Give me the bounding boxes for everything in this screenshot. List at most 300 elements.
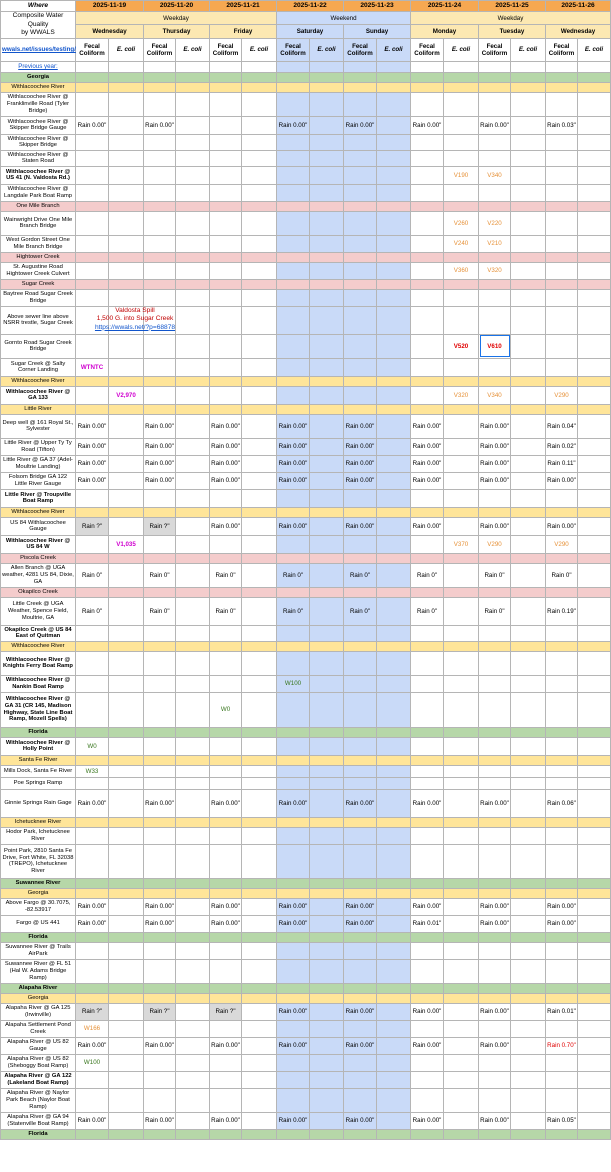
data-cell[interactable] (109, 1071, 144, 1088)
data-cell[interactable] (210, 755, 242, 765)
data-cell[interactable] (76, 878, 109, 888)
ecoli-header[interactable]: E. coli (310, 38, 344, 61)
data-cell[interactable] (578, 1020, 611, 1037)
data-cell[interactable] (377, 184, 411, 201)
data-cell[interactable] (444, 1003, 479, 1020)
data-cell[interactable] (511, 625, 546, 641)
data-cell[interactable] (176, 888, 210, 898)
data-cell[interactable] (109, 597, 144, 625)
data-cell[interactable]: Rain 0.01" (546, 1003, 578, 1020)
data-cell[interactable] (76, 817, 109, 827)
data-cell[interactable] (144, 844, 176, 878)
data-cell[interactable] (377, 755, 411, 765)
data-cell[interactable] (176, 587, 210, 597)
data-cell[interactable] (210, 878, 242, 888)
data-cell[interactable] (277, 1054, 310, 1071)
data-cell[interactable] (444, 1020, 479, 1037)
data-cell[interactable] (344, 211, 377, 235)
data-cell[interactable] (511, 334, 546, 358)
data-cell[interactable] (511, 827, 546, 844)
data-cell[interactable] (242, 289, 277, 306)
data-cell[interactable] (344, 625, 377, 641)
data-cell[interactable] (144, 765, 176, 777)
data-cell[interactable] (210, 150, 242, 166)
data-cell[interactable] (176, 737, 210, 755)
data-cell[interactable]: V190 (444, 166, 479, 184)
data-cell[interactable] (76, 386, 109, 404)
data-cell[interactable] (546, 983, 578, 993)
data-cell[interactable] (144, 489, 176, 507)
data-cell[interactable] (479, 289, 511, 306)
data-cell[interactable] (242, 932, 277, 942)
site-name[interactable]: Alapaha River @ GA 125 (Irwinville) (1, 1003, 76, 1020)
date-header[interactable]: 2025-11-23 (344, 1, 411, 12)
data-cell[interactable] (578, 472, 611, 489)
site-name[interactable]: Above Fargo @ 30.7075, -82.53917 (1, 898, 76, 915)
data-cell[interactable] (144, 959, 176, 983)
data-cell[interactable] (210, 92, 242, 116)
data-cell[interactable] (242, 942, 277, 959)
data-cell[interactable]: Rain 0.00" (210, 898, 242, 915)
data-cell[interactable] (310, 777, 344, 789)
data-cell[interactable] (310, 201, 344, 211)
data-cell[interactable] (310, 942, 344, 959)
data-cell[interactable] (411, 1071, 444, 1088)
data-cell[interactable] (546, 334, 578, 358)
data-cell[interactable] (411, 1088, 444, 1112)
data-cell[interactable] (210, 1054, 242, 1071)
data-cell[interactable] (511, 358, 546, 376)
data-cell[interactable] (310, 817, 344, 827)
data-cell[interactable] (76, 306, 176, 334)
data-cell[interactable] (411, 587, 444, 597)
data-cell[interactable] (511, 507, 546, 517)
data-cell[interactable] (344, 166, 377, 184)
section-name[interactable]: Ichetucknee River (1, 817, 76, 827)
data-cell[interactable] (546, 827, 578, 844)
data-cell[interactable] (411, 404, 444, 414)
data-cell[interactable] (444, 455, 479, 472)
data-cell[interactable] (479, 82, 511, 92)
data-cell[interactable] (344, 376, 377, 386)
data-cell[interactable]: Rain 0" (479, 597, 511, 625)
data-cell[interactable] (377, 1003, 411, 1020)
data-cell[interactable] (109, 651, 144, 675)
data-cell[interactable] (144, 334, 176, 358)
data-cell[interactable] (578, 92, 611, 116)
data-cell[interactable] (411, 72, 444, 82)
data-cell[interactable]: W0 (76, 737, 109, 755)
data-cell[interactable] (310, 455, 344, 472)
data-cell[interactable] (546, 587, 578, 597)
data-cell[interactable] (310, 737, 344, 755)
data-cell[interactable] (144, 727, 176, 737)
data-cell[interactable] (277, 587, 310, 597)
data-cell[interactable] (578, 878, 611, 888)
data-cell[interactable] (444, 692, 479, 727)
data-cell[interactable]: Rain 0.00" (344, 517, 377, 535)
data-cell[interactable] (76, 932, 109, 942)
data-cell[interactable] (511, 166, 546, 184)
data-cell[interactable] (210, 166, 242, 184)
section-name[interactable]: Little River (1, 404, 76, 414)
data-cell[interactable] (377, 553, 411, 563)
date-header[interactable]: 2025-11-19 (76, 1, 144, 12)
data-cell[interactable] (76, 993, 109, 1003)
data-cell[interactable] (411, 150, 444, 166)
site-name[interactable]: Withlacoochee River @ Franklinville Road (Tyler Bridge) (1, 92, 76, 116)
data-cell[interactable] (546, 651, 578, 675)
data-cell[interactable] (310, 82, 344, 92)
data-cell[interactable] (109, 915, 144, 932)
data-cell[interactable] (109, 817, 144, 827)
data-cell[interactable] (76, 235, 109, 252)
data-cell[interactable] (479, 184, 511, 201)
data-cell[interactable] (377, 1088, 411, 1112)
data-cell[interactable] (444, 878, 479, 888)
data-cell[interactable] (176, 166, 210, 184)
data-cell[interactable]: Rain 0.00" (277, 915, 310, 932)
data-cell[interactable] (344, 386, 377, 404)
date-header[interactable]: 2025-11-21 (210, 1, 277, 12)
data-cell[interactable] (210, 737, 242, 755)
data-cell[interactable] (277, 376, 310, 386)
data-cell[interactable] (277, 942, 310, 959)
site-name[interactable]: Point Park, 2810 Santa Fe Drive, Fort White, FL 32038 (TREPO), Ichetucknee River (1, 844, 76, 878)
data-cell[interactable] (444, 414, 479, 438)
data-cell[interactable] (511, 597, 546, 625)
data-cell[interactable] (411, 358, 444, 376)
data-cell[interactable] (344, 134, 377, 150)
data-cell[interactable] (310, 489, 344, 507)
section-name[interactable]: One Mile Branch (1, 201, 76, 211)
date-header[interactable]: 2025-11-26 (546, 1, 611, 12)
data-cell[interactable] (546, 755, 578, 765)
data-cell[interactable]: Rain 0" (411, 597, 444, 625)
data-cell[interactable] (578, 1003, 611, 1020)
data-cell[interactable] (210, 507, 242, 517)
data-cell[interactable] (210, 306, 242, 334)
data-cell[interactable] (546, 82, 578, 92)
data-cell[interactable] (76, 625, 109, 641)
data-cell[interactable] (377, 358, 411, 376)
data-cell[interactable]: Rain 0.00" (76, 898, 109, 915)
data-cell[interactable] (176, 625, 210, 641)
data-cell[interactable] (377, 675, 411, 692)
data-cell[interactable] (76, 692, 109, 727)
data-cell[interactable] (242, 72, 277, 82)
data-cell[interactable] (377, 789, 411, 817)
data-cell[interactable] (479, 201, 511, 211)
data-cell[interactable] (277, 72, 310, 82)
data-cell[interactable]: Rain 0.00" (479, 1112, 511, 1129)
data-cell[interactable] (310, 184, 344, 201)
data-cell[interactable] (479, 737, 511, 755)
data-cell[interactable] (444, 72, 479, 82)
data-cell[interactable] (479, 675, 511, 692)
data-cell[interactable] (578, 587, 611, 597)
data-cell[interactable] (546, 1088, 578, 1112)
data-cell[interactable]: Rain 0.06" (546, 789, 578, 817)
data-cell[interactable] (546, 692, 578, 727)
data-cell[interactable] (109, 116, 144, 134)
data-cell[interactable] (176, 789, 210, 817)
site-name[interactable]: Withlacoochee River @ US 84 W (1, 535, 76, 553)
data-cell[interactable] (546, 72, 578, 82)
data-cell[interactable] (176, 765, 210, 777)
data-cell[interactable] (242, 1088, 277, 1112)
data-cell[interactable] (344, 641, 377, 651)
data-cell[interactable]: Rain 0.00" (76, 915, 109, 932)
data-cell[interactable] (479, 587, 511, 597)
data-cell[interactable]: Rain 0.00" (76, 789, 109, 817)
data-cell[interactable]: Rain 0.00" (479, 438, 511, 455)
site-name[interactable]: Alapaha River @ Naylor Park Beach (Naylor Boat Ramp) (1, 1088, 76, 1112)
data-cell[interactable] (144, 289, 176, 306)
data-cell[interactable] (144, 252, 176, 262)
data-cell[interactable]: V220 (479, 211, 511, 235)
data-cell[interactable] (411, 1129, 444, 1139)
data-cell[interactable] (377, 535, 411, 553)
data-cell[interactable] (578, 675, 611, 692)
data-cell[interactable] (377, 507, 411, 517)
site-name[interactable]: Ginnie Springs Rain Gage (1, 789, 76, 817)
data-cell[interactable] (411, 755, 444, 765)
data-cell[interactable] (377, 597, 411, 625)
site-name[interactable]: Alapaha River @ US 82 (Sheboggy Boat Ramp) (1, 1054, 76, 1071)
date-header[interactable]: 2025-11-25 (479, 1, 546, 12)
data-cell[interactable] (578, 235, 611, 252)
data-cell[interactable] (210, 334, 242, 358)
data-cell[interactable] (210, 279, 242, 289)
data-cell[interactable] (444, 651, 479, 675)
data-cell[interactable] (411, 489, 444, 507)
data-cell[interactable] (479, 507, 511, 517)
data-cell[interactable] (242, 376, 277, 386)
data-cell[interactable] (109, 587, 144, 597)
data-cell[interactable] (144, 878, 176, 888)
data-cell[interactable] (310, 878, 344, 888)
data-cell[interactable] (377, 993, 411, 1003)
data-cell[interactable]: Rain 0.00" (144, 1037, 176, 1054)
data-cell[interactable]: Rain 0.01" (411, 915, 444, 932)
section-name[interactable]: Hightower Creek (1, 252, 76, 262)
data-cell[interactable] (344, 844, 377, 878)
site-name[interactable]: Folsom Bridge GA 122 Little River Gauge (1, 472, 76, 489)
section-name[interactable]: Florida (1, 932, 76, 942)
data-cell[interactable] (479, 993, 511, 1003)
data-cell[interactable] (479, 489, 511, 507)
data-cell[interactable] (176, 414, 210, 438)
data-cell[interactable] (511, 211, 546, 235)
data-cell[interactable] (109, 438, 144, 455)
data-cell[interactable] (210, 727, 242, 737)
data-cell[interactable] (176, 1003, 210, 1020)
data-cell[interactable] (444, 942, 479, 959)
data-cell[interactable] (76, 72, 109, 82)
data-cell[interactable] (277, 755, 310, 765)
section-name[interactable]: Florida (1, 727, 76, 737)
data-cell[interactable] (444, 201, 479, 211)
data-cell[interactable] (411, 625, 444, 641)
data-cell[interactable] (277, 692, 310, 727)
data-cell[interactable] (76, 184, 109, 201)
data-cell[interactable] (479, 358, 511, 376)
data-cell[interactable] (242, 358, 277, 376)
data-cell[interactable] (242, 777, 277, 789)
site-name[interactable]: Little River @ Troupville Boat Ramp (1, 489, 76, 507)
data-cell[interactable] (242, 692, 277, 727)
data-cell[interactable] (176, 489, 210, 507)
data-cell[interactable] (144, 675, 176, 692)
data-cell[interactable] (176, 211, 210, 235)
data-cell[interactable] (444, 983, 479, 993)
site-name[interactable]: Mills Dock, Santa Fe River (1, 765, 76, 777)
data-cell[interactable]: Rain 0.00" (210, 455, 242, 472)
data-cell[interactable] (277, 932, 310, 942)
data-cell[interactable] (176, 134, 210, 150)
data-cell[interactable] (578, 404, 611, 414)
data-cell[interactable] (277, 827, 310, 844)
data-cell[interactable] (109, 82, 144, 92)
data-cell[interactable] (377, 82, 411, 92)
data-cell[interactable] (76, 1129, 109, 1139)
data-cell[interactable]: Rain 0.00" (411, 455, 444, 472)
data-cell[interactable] (377, 334, 411, 358)
data-cell[interactable] (242, 651, 277, 675)
section-name[interactable]: Okapilco Creek (1, 587, 76, 597)
data-cell[interactable] (310, 150, 344, 166)
data-cell[interactable] (479, 755, 511, 765)
data-cell[interactable] (242, 201, 277, 211)
data-cell[interactable] (210, 134, 242, 150)
data-cell[interactable] (176, 993, 210, 1003)
data-cell[interactable] (411, 1020, 444, 1037)
data-cell[interactable] (511, 535, 546, 553)
site-name[interactable]: Little River @ GA 37 (Adel-Moultrie Landing) (1, 455, 76, 472)
data-cell[interactable]: Rain 0.00" (144, 915, 176, 932)
data-cell[interactable]: Rain 0.00" (411, 472, 444, 489)
data-cell[interactable]: Rain 0.00" (76, 1112, 109, 1129)
data-cell[interactable] (444, 404, 479, 414)
data-cell[interactable] (144, 641, 176, 651)
data-cell[interactable] (210, 262, 242, 279)
site-name[interactable]: Withlacoochee River @ Holly Point (1, 737, 76, 755)
data-cell[interactable]: Rain 0.00" (479, 898, 511, 915)
data-cell[interactable] (242, 553, 277, 563)
data-cell[interactable] (242, 817, 277, 827)
data-cell[interactable] (344, 651, 377, 675)
data-cell[interactable] (109, 959, 144, 983)
site-name[interactable]: Withlacoochee River @ Skipper Bridge (1, 134, 76, 150)
data-cell[interactable] (210, 235, 242, 252)
data-cell[interactable] (242, 641, 277, 651)
data-cell[interactable] (344, 942, 377, 959)
data-cell[interactable] (76, 289, 109, 306)
data-cell[interactable] (578, 844, 611, 878)
data-cell[interactable]: V290 (546, 386, 578, 404)
data-cell[interactable] (546, 166, 578, 184)
data-cell[interactable] (109, 692, 144, 727)
data-cell[interactable] (377, 942, 411, 959)
data-cell[interactable]: Rain ?" (76, 1003, 109, 1020)
data-cell[interactable] (546, 777, 578, 789)
data-cell[interactable] (310, 334, 344, 358)
data-cell[interactable] (444, 252, 479, 262)
data-cell[interactable] (310, 915, 344, 932)
data-cell[interactable] (242, 1037, 277, 1054)
data-cell[interactable] (176, 641, 210, 651)
data-cell[interactable] (109, 932, 144, 942)
data-cell[interactable] (144, 1071, 176, 1088)
data-cell[interactable] (546, 201, 578, 211)
site-name[interactable]: Deep well @ 161 Royal St., Sylvester (1, 414, 76, 438)
data-cell[interactable] (444, 1112, 479, 1129)
data-cell[interactable]: Rain 0.00" (479, 116, 511, 134)
site-name[interactable]: Allen Branch @ UGA weather, 4281 US 84, Dixie, GA (1, 563, 76, 587)
data-cell[interactable] (444, 376, 479, 386)
data-cell[interactable]: Rain 0.00" (144, 472, 176, 489)
data-cell[interactable] (277, 279, 310, 289)
data-cell[interactable] (176, 150, 210, 166)
data-cell[interactable] (444, 817, 479, 827)
data-cell[interactable] (76, 727, 109, 737)
data-cell[interactable] (242, 983, 277, 993)
data-cell[interactable]: Rain 0.00" (344, 116, 377, 134)
data-cell[interactable] (578, 201, 611, 211)
data-cell[interactable] (377, 1037, 411, 1054)
data-cell[interactable] (176, 517, 210, 535)
data-cell[interactable] (377, 625, 411, 641)
data-cell[interactable]: Rain 0.00" (210, 1112, 242, 1129)
data-cell[interactable] (210, 641, 242, 651)
data-cell[interactable] (444, 625, 479, 641)
data-cell[interactable] (444, 279, 479, 289)
data-cell[interactable]: Rain 0.00" (277, 1037, 310, 1054)
data-cell[interactable] (411, 279, 444, 289)
data-cell[interactable] (377, 438, 411, 455)
data-cell[interactable] (210, 993, 242, 1003)
data-cell[interactable] (578, 1112, 611, 1129)
data-cell[interactable] (109, 888, 144, 898)
data-cell[interactable] (578, 993, 611, 1003)
data-cell[interactable]: V370 (444, 535, 479, 553)
data-cell[interactable] (377, 116, 411, 134)
data-cell[interactable] (578, 279, 611, 289)
data-cell[interactable] (444, 289, 479, 306)
data-cell[interactable] (144, 134, 176, 150)
data-cell[interactable] (109, 878, 144, 888)
data-cell[interactable]: Rain 0.00" (144, 455, 176, 472)
site-name[interactable]: Little Creek @ UGA Weather, Spence Field, Moultrie, GA (1, 597, 76, 625)
data-cell[interactable]: W33 (76, 765, 109, 777)
data-cell[interactable] (76, 1088, 109, 1112)
data-cell[interactable] (310, 1037, 344, 1054)
data-cell[interactable] (444, 472, 479, 489)
data-cell[interactable] (411, 888, 444, 898)
data-cell[interactable] (277, 201, 310, 211)
data-cell[interactable] (210, 289, 242, 306)
data-cell[interactable] (411, 92, 444, 116)
section-name[interactable]: Withlacoochee River (1, 82, 76, 92)
data-cell[interactable] (411, 553, 444, 563)
data-cell[interactable] (144, 166, 176, 184)
section-name[interactable]: Withlacoochee River (1, 641, 76, 651)
data-cell[interactable] (344, 817, 377, 827)
data-cell[interactable] (242, 1020, 277, 1037)
data-cell[interactable] (411, 959, 444, 983)
data-cell[interactable] (511, 306, 546, 334)
